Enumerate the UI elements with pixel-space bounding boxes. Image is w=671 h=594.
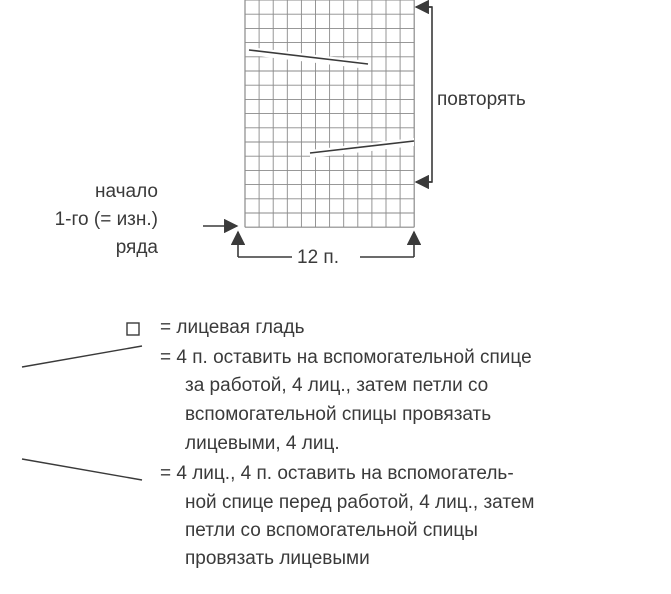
legend-left-cross-line-4: лицевыми, 4 лиц. xyxy=(185,433,340,454)
start-label-line-2: 1-го (= изн.) xyxy=(54,209,158,230)
legend-right-cross-line-4: провязать лицевыми xyxy=(185,548,370,569)
legend-right-cross-line-2: ной спице перед работой, 4 лиц., затем xyxy=(185,492,535,513)
repeat-label: повторять xyxy=(437,89,526,110)
repeat-bracket xyxy=(418,7,432,182)
legend-square-text: = лицевая гладь xyxy=(160,317,305,338)
width-label: 12 п. xyxy=(297,247,339,268)
start-label-line-3: ряда xyxy=(115,237,158,258)
legend-left-cross-line-1: = 4 п. оставить на вспомогательной спице xyxy=(160,347,532,368)
start-label-line-1: начало xyxy=(95,181,158,202)
cable-gap xyxy=(249,47,368,69)
legend-right-cross-symbol xyxy=(22,459,142,480)
legend-left-cross-symbol xyxy=(22,346,142,367)
legend-right-cross-line-1: = 4 лиц., 4 п. оставить на вспомогатель- xyxy=(160,463,514,484)
legend-square-symbol xyxy=(127,323,139,335)
legend-left-cross-line-3: вспомогательной спицы провязать xyxy=(185,404,492,425)
legend-right-cross-line-3: петли со вспомогательной спицы xyxy=(185,520,478,541)
legend-left-cross-line-2: за работой, 4 лиц., затем петли со xyxy=(185,375,489,396)
stitch-grid xyxy=(245,0,414,227)
cable-gap xyxy=(310,138,414,158)
